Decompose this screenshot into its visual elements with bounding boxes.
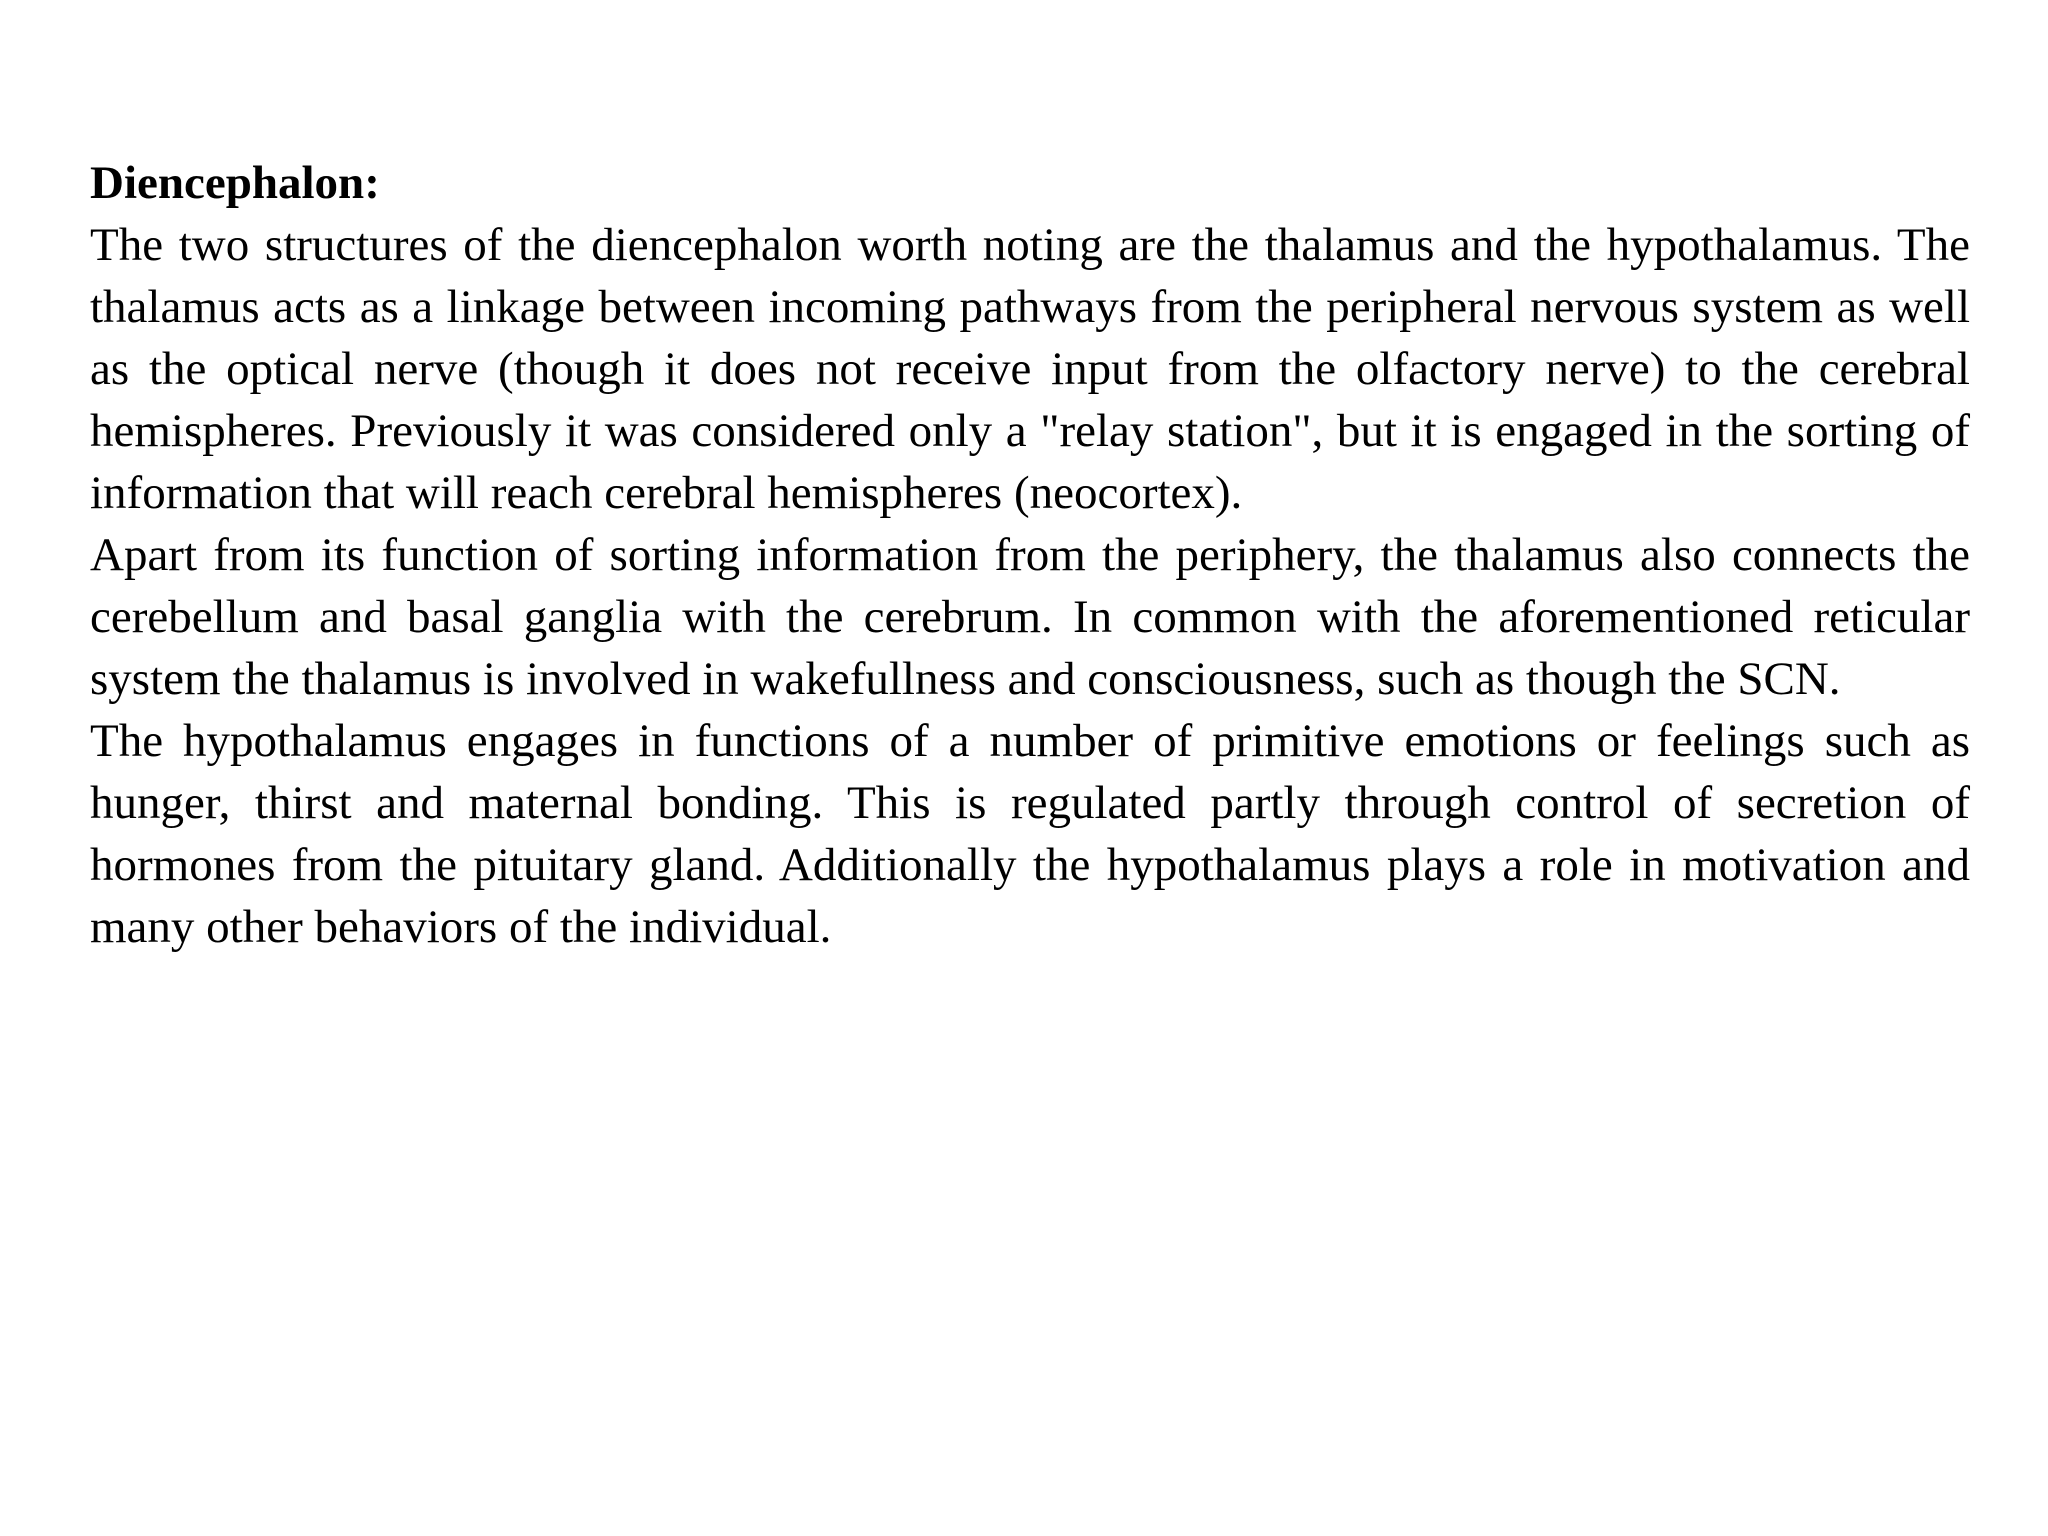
paragraph-thalamus-function: Apart from its function of sorting information from the periphery, the thalamus also connects the cerebellum and basal ganglia with the cerebrum. In common with the aforementioned reticular system the thalamus is involved in wakefullness and consciousness, such as though the SCN. (90, 529, 1970, 705)
section-heading: Diencephalon: (90, 157, 380, 209)
paragraph-hypothalamus: The hypothalamus engages in functions of a number of primitive emotions or feelings such as hunger, thirst and maternal bonding. This is regulated partly through control of secretion of hormones from the pituitary gland. Additionally the hypothalamus plays a role in motivation and many other behaviors of the individual. (90, 715, 1970, 953)
paragraph-thalamus-intro: The two structures of the diencephalon worth noting are the thalamus and the hypothalamus. The thalamus acts as a linkage between incoming pathways from the peripheral nervous system as well as the optical nerve (though it does not receive input from the olfactory nerve) to the cerebral hemispheres. Previously it was considered only a "relay station", but it is engaged in the sorting of information that will reach cerebral hemispheres (neocortex). (90, 219, 1970, 519)
document-body (90, 152, 1970, 958)
